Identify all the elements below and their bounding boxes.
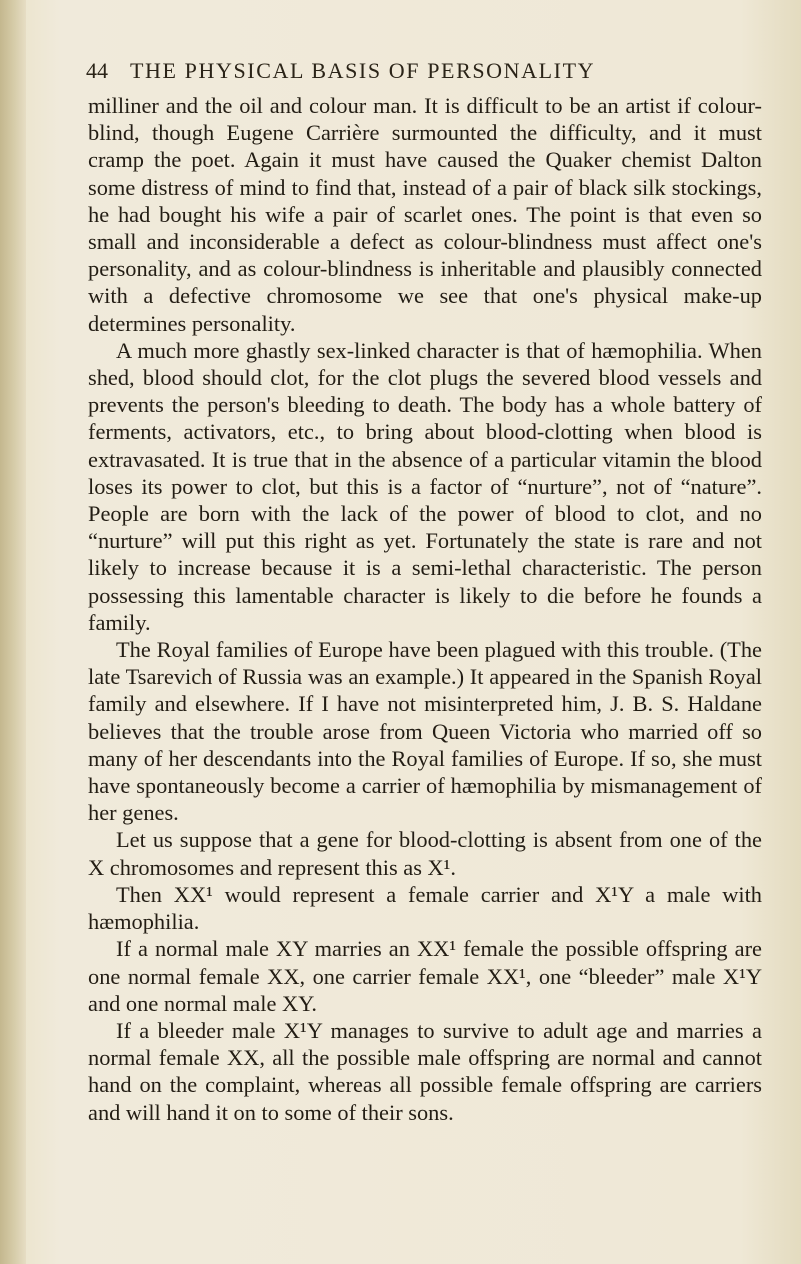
page-number: 44 (86, 58, 108, 83)
paragraph: If a normal male XY marries an XX¹ female the possible offspring are one normal female XX, one carrier female XX¹, one “bleeder” male X¹Y and one normal male XY. (88, 936, 762, 1016)
body-text (88, 92, 762, 1126)
binding-gutter (0, 0, 26, 1264)
paragraph: milliner and the oil and colour man. It is difficult to be an artist if colour-blind, though Eugene Carrière surmounted the difficulty, and it must cramp the poet. Again it must have caused the Quaker chemist Dalton some distress of mind to find that, instead of a pair of black silk stockings, he had bought his wife a pair of scarlet ones. The point is that even so small and inconsiderable a defect as colour-blindness must affect one's personality, and as colour-blindness is inheritable and plausibly connected with a defective chromosome we see that one's physical make-up determines personality. (88, 93, 762, 336)
running-header (86, 58, 595, 84)
running-title: THE PHYSICAL BASIS OF PERSONALITY (130, 58, 596, 83)
paragraph: Then XX¹ would represent a female carrier and X¹Y a male with hæmophilia. (88, 881, 762, 935)
paragraph: If a bleeder male X¹Y manages to survive to adult age and marries a normal female XX, all the possible male offspring are normal and cannot hand on the complaint, whereas all possible female offspring are carriers and will hand it on to some of their sons. (88, 1017, 762, 1125)
paragraph: Let us suppose that a gene for blood-clotting is absent from one of the X chromosomes and represent this as X¹. (88, 827, 762, 880)
paragraph: A much more ghastly sex-linked character is that of hæmophilia. When shed, blood should clot, for the clot plugs the severed blood vessels and prevents the person's bleeding to death. The body has a whole battery of ferments, activators, etc., to bring about blood-clotting when blood is extravasated. It is true that in the absence of a particular vitamin the blood loses its power to clot, but this is a factor of “nurture”, not of “nature”. People are born with the lack of the power of blood to clot, and no “nurture” will put this right as yet. Fortunately the state is rare and not likely to increase because it is a semi-lethal characteristic. The person possessing this lamentable character is likely to die before he founds a family. (88, 337, 762, 635)
paragraph: The Royal families of Europe have been plagued with this trouble. (The late Tsarevich of Russia was an example.) It appeared in the Spanish Royal family and elsewhere. If I have not misinterpreted him, J. B. S. Haldane believes that the trouble arose from Queen Victoria who married off so many of her descendants into the Royal families of Europe. If so, she must have spontaneously become a carrier of hæmophilia by mismanagement of her genes. (88, 637, 762, 826)
